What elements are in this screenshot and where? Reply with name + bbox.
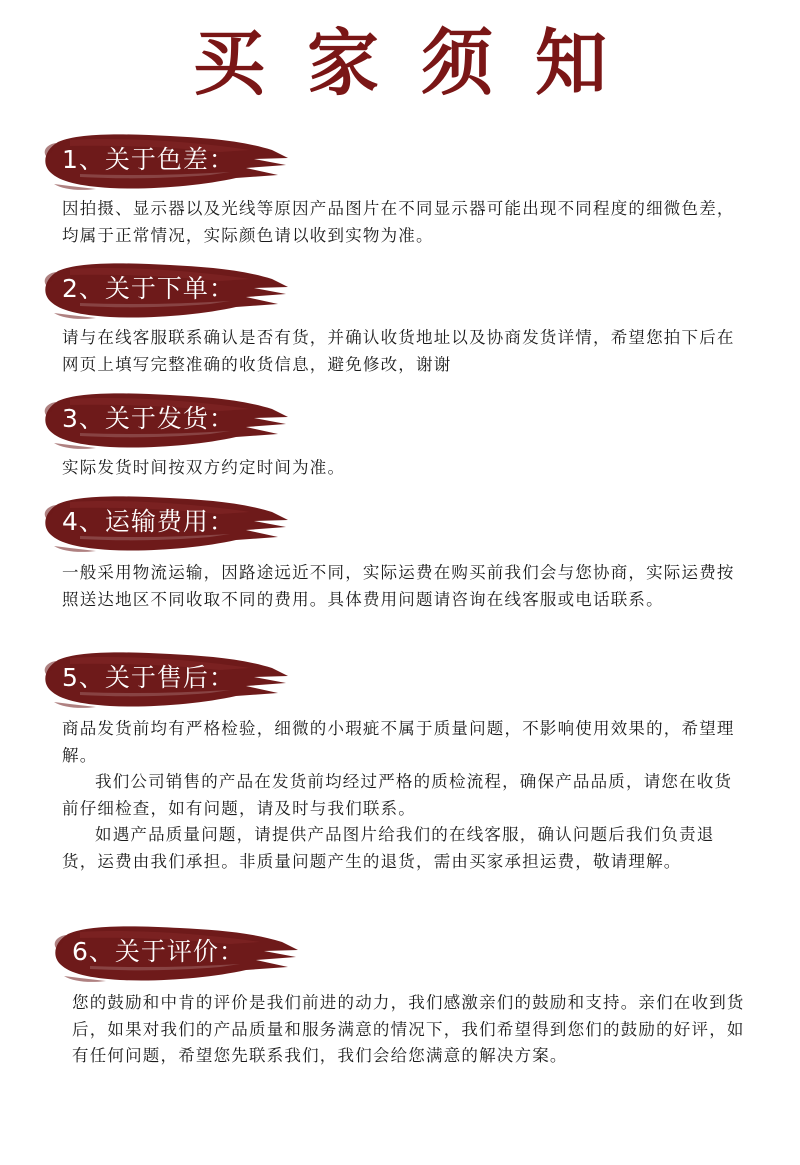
paragraph: 请与在线客服联系确认是否有货，并确认收货地址以及协商发货详情，希望您拍下后在网页上填写完整准确的收货信息，避免修改，谢谢 (62, 328, 735, 374)
paragraph: 因拍摄、显示器以及光线等原因产品图片在不同显示器可能出现不同程度的细微色差，均属于正常情况，实际颜色请以收到实物为准。 (62, 199, 735, 245)
section-body (62, 455, 748, 482)
section-body (72, 990, 752, 1070)
paragraph: 如遇产品质量问题，请提供产品图片给我们的在线客服，确认问题后我们负责退货，运费由我们承担。非质量问题产生的退货，需由买家承担运费，敬请理解。 (62, 825, 715, 871)
section-heading: 5、关于售后： (62, 663, 235, 692)
paragraph: 我们公司销售的产品在发货前均经过严格的质检流程，确保产品品质，请您在收货前仔细检查，如有问题，请及时与我们联系。 (62, 772, 733, 818)
paragraph: 商品发货前均有严格检验，细微的小瑕疵不属于质量问题，不影响使用效果的，希望理解。 (62, 719, 735, 765)
paragraph: 实际发货时间按双方约定时间为准。 (62, 458, 346, 477)
section-heading: 3、关于发货： (62, 404, 235, 433)
paragraph: 您的鼓励和中肯的评价是我们前进的动力，我们感激亲们的鼓励和支持。亲们在收到货后，如果对我们的产品质量和服务满意的情况下，我们希望得到您们的鼓励的好评，如有任何问题，希望您先联系我们，我们会给您满意的解决方案。 (72, 993, 745, 1065)
page-title: 买家须知 (192, 20, 649, 105)
section-heading: 1、关于色差： (62, 145, 235, 174)
section-heading: 2、关于下单： (62, 274, 235, 303)
section-heading: 4、运输费用： (62, 507, 235, 536)
paragraph: 一般采用物流运输，因路途远近不同，实际运费在购买前我们会与您协商，实际运费按照送达地区不同收取不同的费用。具体费用问题请咨询在线客服或电话联系。 (62, 563, 735, 609)
section-heading: 6、关于评价： (72, 937, 245, 966)
section-body (62, 560, 748, 613)
section-body (62, 716, 748, 875)
section-body (62, 196, 748, 249)
section-body (62, 325, 748, 378)
